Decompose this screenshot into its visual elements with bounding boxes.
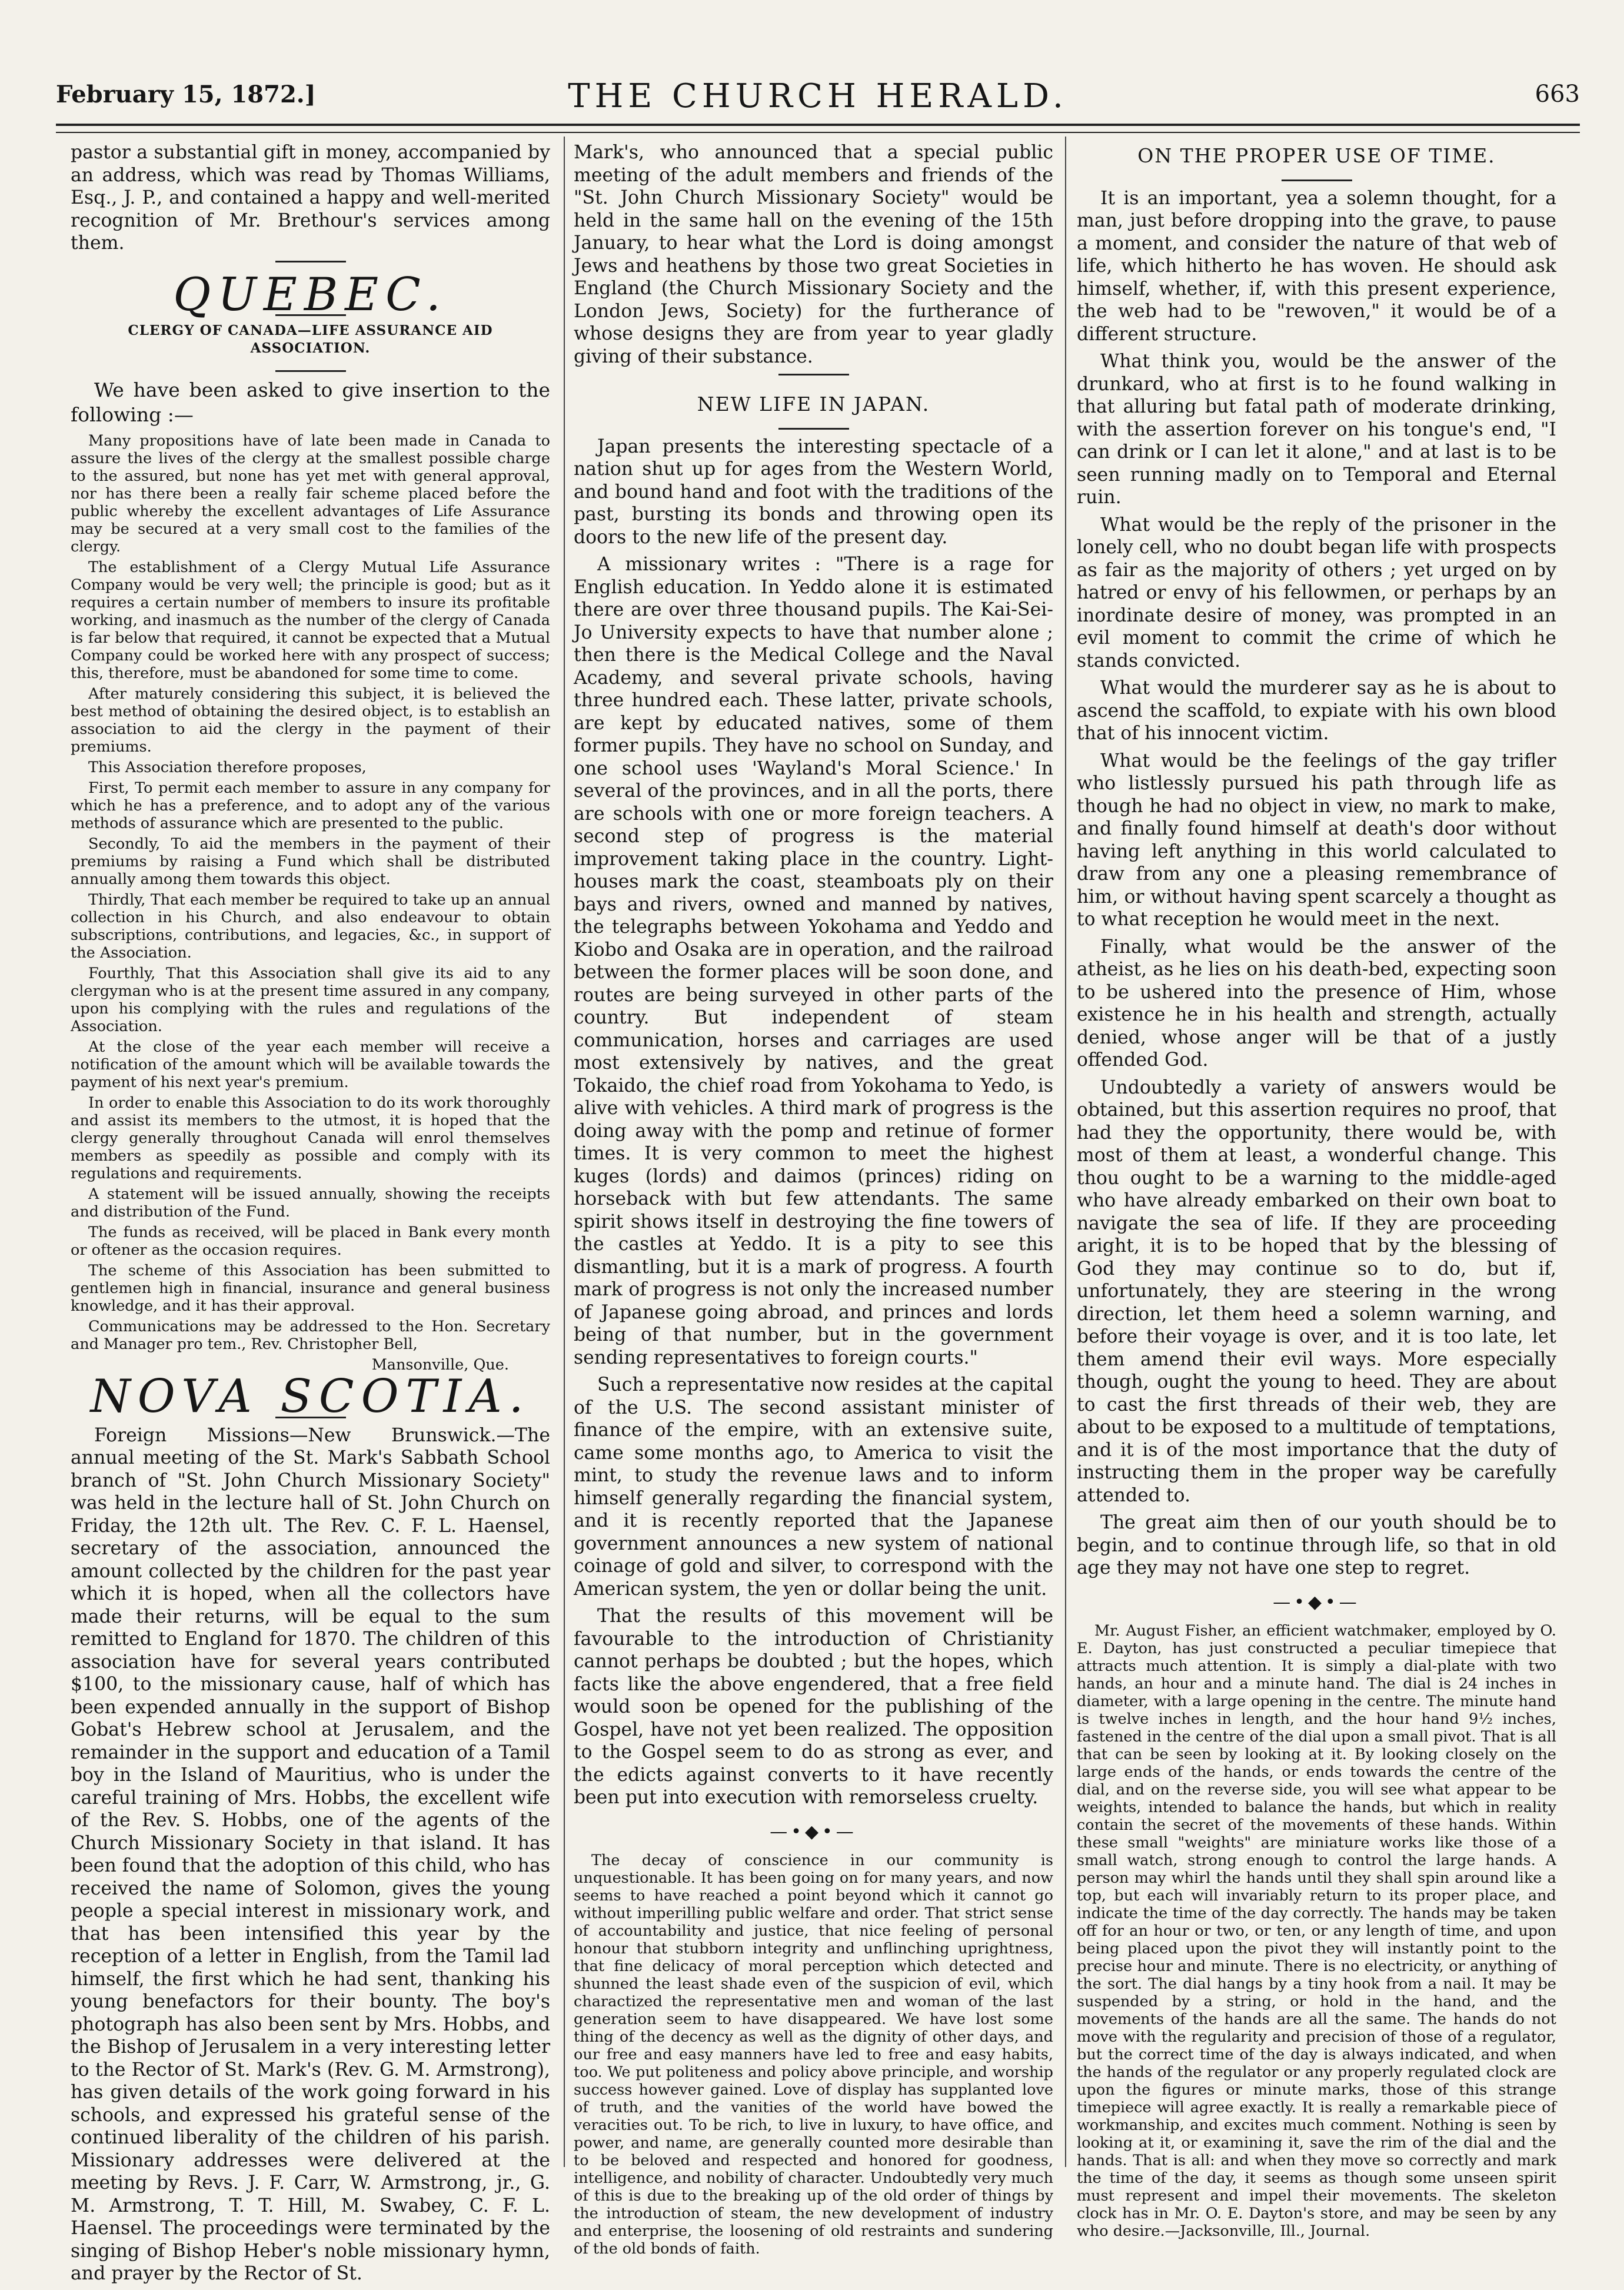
paragraph: A statement will be issued annually, showing the receipts and distribution of the Fund.: [71, 1185, 550, 1221]
paragraph: The establishment of a Clergy Mutual Life Assurance Company would be very well; the principle is good; but as it requires a certain number of members to insure its profitable working, and inasmuch as the number of the clergy of Canada is far below that required, it cannot be expected that a Mutual Company could be worked here with any prospect of success; this, therefore, must be abandoned for some time to come.: [71, 559, 550, 682]
paragraph: A missionary writes : "There is a rage for English education. In Yeddo alone it is estimated there are over three thousand pupils. The Kai-Sei-Jo University expects to have that number alone ; then there is the Medical College and the Naval Academy, and several private schools, having three hundred each. These latter, private schools, are kept by educated natives, some of them former pupils. They have no school on Sunday, and one school uses 'Wayland's Moral Science.' In several of the provinces, and in all the ports, there are schools with one or more foreign teachers. A second step of progress is the material improvement taking place in the country. Light-houses mark the coast, steamboats ply on their bays and rivers, owned and manned by natives, the telegraphs between Yokohama and Yeddo and Kiobo and Osaka are in operation, and the railroad between the former places will be soon done, and routes are being surveyed in other parts of the country. But independent of steam communication, horses and carriages are used most extensively by natives, and the great Tokaido, the chief road from Yokohama to Yedo, is alive with vehicles. A third mark of progress is the doing away with the pomp and retinue of former times. It is very common to meet the highest kuges (lords) and daimos (princes) riding on horseback with but few attendants. The same spirit shows itself in destroying the fine towers of the castles at Yeddo. It is a pity to see this dismantling, but it is a mark of progress. A fourth mark of progress is not only the increased number of Japanese going abroad, and princes and lords being of that number, but in the government sending representatives to foreign courts.": [574, 554, 1053, 1368]
paragraph: First, To permit each member to assure in any company for which he has a preference, and to adopt any of the various methods of assurance which are presented to the public.: [71, 779, 550, 832]
clock-article: [1077, 1622, 1556, 2240]
association-notice: [71, 432, 550, 1374]
paragraph: The great aim then of our youth should be to begin, and to continue through life, so that in old age they may not have one step to regret.: [1077, 1512, 1556, 1578]
paragraph: After maturely considering this subject, it is believed the best method of obtaining the desired object, is to establish an association to aid the clergy in the payment of their premiums.: [71, 685, 550, 756]
ornament-divider: —•◆•—: [770, 1821, 857, 1842]
paragraph: That the results of this movement will be favourable to the introduction of Christianity cannot perhaps be doubted ; but the hopes, which facts like the above engendered, that a free field would soon be opened for the publishing of the Gospel, have not yet been realized. The opposition to the Gospel seem to do as strong as ever, and the edicts against converts to it have recently been put into execution with remorseless cruelty.: [574, 1606, 1053, 1808]
divider: [275, 370, 346, 372]
column-3: [1077, 141, 1556, 2243]
paragraph: What would the murderer say as he is about to ascend the scaffold, to expiate with his own blood that of his innocent victim.: [1077, 677, 1556, 744]
header-rule: [56, 124, 1580, 126]
header-rule-thin: [56, 132, 1580, 133]
paragraph: It is an important, yea a solemn thought, for a man, just before dropping into the grave, to pause a moment, and consider the nature of that web of life, which hitherto he has woven. He should ask himself, whether, if, with this present experience, the web had to be "rewoven," it would be of a different structure.: [1077, 187, 1556, 345]
divider: [778, 374, 849, 375]
paragraph: At the close of the year each member will receive a notification of the amount which will be available towards the payment of his next year's premium.: [71, 1038, 550, 1091]
paragraph: Secondly, To aid the members in the payment of their premiums by raising a Fund which shall be distributed annually among them towards this object.: [71, 835, 550, 888]
paragraph: The decay of conscience in our community is unquestionable. It has been going on for many years, and now seems to have reached a point beyond which it cannot go without imperilling public welfare and order. That strict sense of accountability and justice, that nice feeling of personal honour that stubborn integrity and unflinching uprightness, that fine delicacy of moral perception which detected and shunned the least shade even of the suspicion of evil, which charactized the representative men and woman of the last generation seem to have disappeared. We have lost some thing of the decency as well as the dignity of other days, and our free and easy manners have led to free and easy habits, too. We put politeness and policy above principle, and worship success however gained. Love of display has supplanted love of truth, and the vanities of the world have bowed the veracities out. To be rich, to live in luxury, to have office, and power, and name, are generally counted more desirable than to be beloved and respected and honored for goodness, intelligence, and nobility of character. Undoubtedly very much of this is due to the breaking up of the old order of things by the introduction of steam, the new development of industry and enterprise, the loosening of old restraints and sundering of the old bonds of faith.: [574, 1852, 1053, 2258]
divider: [1282, 180, 1352, 181]
paragraph: Foreign Missions—New Brunswick.—The annual meeting of the St. Mark's Sabbath School branch of "St. John Church Missionary Society" was held in the lecture hall of St. John Church on Friday, the 12th ult. The Rev. C. F. L. Haensel, secretary of the association, announced the amount collected by the children for the past year which it is hoped, when all the collectors have made their returns, will be equal to the sum remitted to England for 1870. The children of this association have for several years contributed $100, to the missionary cause, half of which has been expended annually in the support of Bishop Gobat's Hebrew school at Jerusalem, and the remainder in the support and education of a Tamil boy in the Island of Mauritius, who is under the careful training of Mrs. Hobbs, the excellent wife of the Rev. S. Hobbs, one of the agents of the Church Missionary Society in that island. It has been found that the adoption of this child, who has received the name of Solomon, gives the young people a special interest in missionary work, and that has been intensified this year by the reception of a letter in English, from the Tamil lad himself, the first which he had sent, thanking his young benefactors for their bounty. The boy's photograph has also been sent by Mrs. Hobbs, and the Bishop of Jerusalem in a very interesting letter to the Rector of St. Mark's (Rev. G. M. Armstrong), has given details of the work going forward in his schools, and expressed his grateful sense of the continued liberality of the children of his parish. Missionary addresses were delivered at the meeting by Revs. J. F. Carr, W. Armstrong, jr., G. M. Armstrong, T. T. Hill, M. Swabey, C. F. L. Haensel. The proceedings were terminated by the singing of Bishop Heber's noble missionary hymn, and prayer by the Rector of St.: [71, 1424, 550, 2284]
paragraph: What would be the reply of the prisoner in the lonely cell, who no doubt began life with prospects as fair as the majority of others ; yet urged on by hatred or envy of his fellowmen, or perhaps by an inordinate desire of money, was prompted in an evil moment to commit the crime of which he stands convicted.: [1077, 514, 1556, 672]
article-heading: CLERGY OF CANADA—LIFE ASSURANCE AID ASSOCIATION.: [128, 323, 493, 356]
paragraph: What think you, would be the answer of the drunkard, who at first is to he found walking in that alluring but fatal path of moderate drinking, with the assertion forever on his tongue's end, "I can drink or I can let it alone," and at last is to be seen running madly on to Temporal and Eternal ruin.: [1077, 351, 1556, 508]
section-heading-nova-scotia: NOVA SCOTIA.: [90, 1370, 531, 1423]
paragraph: Many propositions have of late been made in Canada to assure the lives of the clergy at the smallest possible charge to the assured, but none has yet met with general approval, nor has there been a really fair scheme placed before the public whereby the excellent advantages of Life Assurance may be secured at a very small cost to the families of the clergy.: [71, 432, 550, 556]
paragraph: The scheme of this Association has been submitted to gentlemen high in financial, insurance and general business knowledge, and it has their approval.: [71, 1262, 550, 1315]
section-heading-quebec: QUEBEC.: [173, 268, 448, 321]
paragraph: Fourthly, That this Association shall give its aid to any clergyman who is at the present time assured in any company, upon his complying with the rules and regulations of the Association.: [71, 965, 550, 1035]
paragraph: What would be the feelings of the gay trifler who listlessly pursued his path through life as though he had no object in view, no mark to make, and finally found himself at death's door without having left anything in this world calculated to draw from any one a pleasing remembrance of him, or without having spent scarcely a thought as to what reception he would meet in the next.: [1077, 750, 1556, 930]
masthead-title: THE CHURCH HERALD.: [568, 77, 1068, 115]
column-2: [574, 141, 1053, 2261]
paragraph: Such a representative now resides at the capital of the U.S. The second assistant minister of finance of the empire, with an extensive suite, came some months ago, to America to visit the mint, to study the revenue laws and to inform himself generally regarding the financial system, and it is recently reported that the Japanese government announces a new system of national coinage of gold and silver, to correspond with the American system, the yen or dollar being the unit.: [574, 1374, 1053, 1600]
paragraph: Japan presents the interesting spectacle of a nation shut up for ages from the Western World, and bound hand and foot with the traditions of the past, bursting its bonds and throwing open its doors to the new life of the present day.: [574, 436, 1053, 548]
paragraph: Undoubtedly a variety of answers would be obtained, but this assertion requires no proof, that had they the opportunity, there would be, with most of them at least, a wonderful change. This thou ought to be a warning to the middle-aged who have already embarked on their own boat to navigate the sea of life. If they are proceeding aright, it is to be hoped that by the blessing of God they may continue so to do, but if, unfortunately, they are steering in the wrong direction, let them heed a solemn warning, and before their voyage is over, and it is too late, let them amend their evil ways. More especially though, ought the young to heed. They are about to cast the first threads of their web, they are about to be exposed to a multitude of temptations, and it is of the most importance that the duty of instructing them in the proper way be carefully attended to.: [1077, 1076, 1556, 1506]
paragraph: In order to enable this Association to do its work thoroughly and assist its members to the utmost, it is hoped that the clergy generally throughout Canada will enrol themselves members as speedily as possible and comply with its regulations and requirements.: [71, 1094, 550, 1182]
paragraph: pastor a substantial gift in money, accompanied by an address, which was read by Thomas Williams, Esq., J. P., and contained a happy and well-merited recognition of Mr. Brethour's services among them.: [71, 142, 550, 254]
paragraph: This Association therefore proposes,: [88, 759, 367, 776]
ornament-divider: —•◆•—: [1273, 1591, 1360, 1613]
paragraph: Communications may be addressed to the Hon. Secretary and Manager pro tem., Rev. Christopher Bell,: [71, 1318, 550, 1353]
paragraph: Mark's, who announced that a special public meeting of the adult members and friends of the "St. John Church Missionary Society" would be held in the same hall on the evening of the 15th January, to hear what the Lord is doing amongst Jews and heathens by those two great Societies in England (the Church Missionary Society and the London Jews, Society) for the furtherance of whose designs they are from year to year gladly giving of their substance.: [574, 142, 1053, 367]
paragraph: The funds as received, will be placed in Bank every month or oftener as the occasion requires.: [71, 1224, 550, 1259]
paragraph: Mr. August Fisher, an efficient watchmaker, employed by O. E. Dayton, has just constructed a peculiar timepiece that attracts much attention. It is simply a dial-plate with two hands, an hour and a minute hand. The dial is 24 inches in diameter, with a large opening in the centre. The minute hand is twelve inches in length, and the hour hand 9½ inches, fastened in the centre of the dial upon a small pivot. That is all that can be seen by looking at it. By looking closely on the large ends of the hands, or ends towards the centre of the dial, and on the reverse side, you will see what appear to be weights, intended to balance the hands, but which in reality contain the secret of the movements of these hands. Within these small "weights" are miniature works like those of a small watch, strong enough to control the large hands. A person may whirl the hands until they shall spin around like a top, but each will invariably return to its proper place, and indicate the time of the day correctly. The hands may be taken off for an hour or two, or ten, or any length of time, and upon being placed upon the pivot they will instantly point to the precise hour and minute. There is no electricity, or anything of the sort. The dial hangs by a tiny hook from a nail. It may be suspended by a string, or hold in the hand, and the movements of the hands are all the same. The hands do not move with the regularity and precision of those of a regulator, but the correct time of the day is always indicated, and when the hands of the regulator or any properly regulated clock are upon the figures or minute marks, those of this strange timepiece will agree exactly. It is really a remarkable piece of workmanship, and excites much comment. Nothing is seen by looking at it, or examining it, save the rim of the dial and the hands. That is all: and when they move so correctly and mark the time of the day, it seems as though some unseen spirit must represent and impel their movements. The skeleton clock has in Mr. O. E. Dayton's store, and may be seen by any who desire.—Jacksonville, Ill., Journal.: [1077, 1622, 1556, 2240]
column-1: [71, 141, 550, 2290]
paragraph: Finally, what would be the answer of the atheist, as he lies on his death-bed, expecting soon to be ushered into the presence of Him, whose existence he in his health and strength, actually denied, whose anger will be that of a justly offended God.: [1077, 936, 1556, 1071]
column-divider: [1065, 137, 1066, 2167]
paragraph: Thirdly, That each member be required to take up an annual collection in his Church, and also endeavour to obtain subscriptions, contributions, and legacies, &c., in support of the Association.: [71, 891, 550, 962]
divider: [778, 428, 849, 430]
page-number: 663: [1535, 81, 1580, 108]
paragraph: We have been asked to give insertion to the following :—: [71, 378, 550, 426]
article-heading-japan: NEW LIFE IN JAPAN.: [697, 393, 930, 416]
column-divider: [564, 137, 565, 2167]
issue-date: February 15, 1872.]: [56, 81, 316, 108]
decay-article: [574, 1852, 1053, 2258]
signature-place: Mansonville, Que.: [371, 1356, 509, 1374]
divider: [275, 261, 346, 262]
page-header: [56, 68, 1580, 132]
article-heading-time: ON THE PROPER USE OF TIME.: [1137, 144, 1496, 167]
